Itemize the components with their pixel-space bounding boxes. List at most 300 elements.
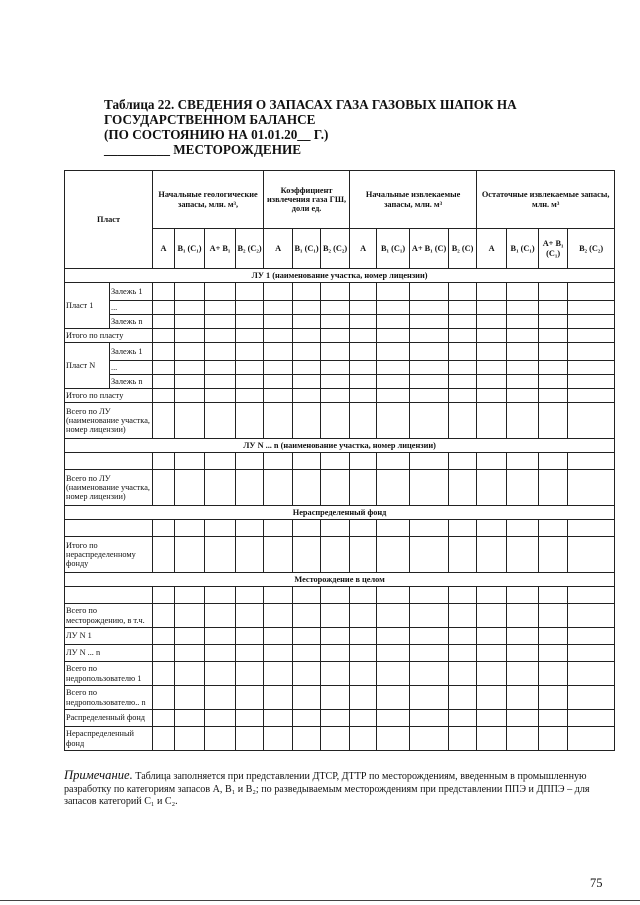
value-cell[interactable] xyxy=(507,710,539,727)
value-cell[interactable] xyxy=(153,686,175,710)
value-cell[interactable] xyxy=(410,329,449,343)
value-cell[interactable] xyxy=(568,628,615,645)
value-cell[interactable] xyxy=(293,389,321,403)
value-cell[interactable] xyxy=(410,710,449,727)
value-cell[interactable] xyxy=(449,301,477,315)
value-cell[interactable] xyxy=(350,710,377,727)
value-cell[interactable] xyxy=(293,604,321,628)
value-cell[interactable] xyxy=(410,520,449,537)
value-cell[interactable] xyxy=(205,453,236,470)
value-cell[interactable] xyxy=(153,301,175,315)
value-cell[interactable] xyxy=(205,361,236,375)
value-cell[interactable] xyxy=(350,453,377,470)
value-cell[interactable] xyxy=(236,710,264,727)
value-cell[interactable] xyxy=(153,470,175,506)
value-cell[interactable] xyxy=(539,587,568,604)
value-cell[interactable] xyxy=(507,315,539,329)
value-cell[interactable] xyxy=(264,662,293,686)
value-cell[interactable] xyxy=(175,283,205,301)
value-cell[interactable] xyxy=(153,537,175,573)
value-cell[interactable] xyxy=(153,587,175,604)
value-cell[interactable] xyxy=(477,604,507,628)
value-cell[interactable] xyxy=(377,662,410,686)
value-cell[interactable] xyxy=(350,645,377,662)
value-cell[interactable] xyxy=(205,375,236,389)
value-cell[interactable] xyxy=(539,283,568,301)
value-cell[interactable] xyxy=(350,686,377,710)
value-cell[interactable] xyxy=(153,283,175,301)
value-cell[interactable] xyxy=(321,453,350,470)
value-cell[interactable] xyxy=(236,315,264,329)
value-cell[interactable] xyxy=(175,645,205,662)
value-cell[interactable] xyxy=(293,361,321,375)
value-cell[interactable] xyxy=(264,403,293,439)
value-cell[interactable] xyxy=(236,727,264,751)
value-cell[interactable] xyxy=(377,628,410,645)
value-cell[interactable] xyxy=(321,520,350,537)
value-cell[interactable] xyxy=(410,283,449,301)
value-cell[interactable] xyxy=(175,537,205,573)
value-cell[interactable] xyxy=(321,343,350,361)
value-cell[interactable] xyxy=(507,403,539,439)
value-cell[interactable] xyxy=(477,301,507,315)
value-cell[interactable] xyxy=(377,727,410,751)
value-cell[interactable] xyxy=(321,329,350,343)
value-cell[interactable] xyxy=(410,727,449,751)
value-cell[interactable] xyxy=(153,604,175,628)
value-cell[interactable] xyxy=(507,604,539,628)
value-cell[interactable] xyxy=(477,315,507,329)
value-cell[interactable] xyxy=(153,520,175,537)
value-cell[interactable] xyxy=(321,686,350,710)
value-cell[interactable] xyxy=(377,470,410,506)
value-cell[interactable] xyxy=(507,470,539,506)
value-cell[interactable] xyxy=(236,604,264,628)
value-cell[interactable] xyxy=(264,686,293,710)
value-cell[interactable] xyxy=(205,537,236,573)
value-cell[interactable] xyxy=(175,453,205,470)
value-cell[interactable] xyxy=(410,389,449,403)
value-cell[interactable] xyxy=(236,375,264,389)
value-cell[interactable] xyxy=(293,662,321,686)
value-cell[interactable] xyxy=(175,470,205,506)
value-cell[interactable] xyxy=(507,375,539,389)
value-cell[interactable] xyxy=(321,587,350,604)
value-cell[interactable] xyxy=(568,361,615,375)
value-cell[interactable] xyxy=(350,727,377,751)
value-cell[interactable] xyxy=(293,628,321,645)
value-cell[interactable] xyxy=(539,727,568,751)
value-cell[interactable] xyxy=(507,686,539,710)
value-cell[interactable] xyxy=(175,375,205,389)
value-cell[interactable] xyxy=(477,645,507,662)
value-cell[interactable] xyxy=(175,587,205,604)
value-cell[interactable] xyxy=(410,628,449,645)
value-cell[interactable] xyxy=(153,628,175,645)
value-cell[interactable] xyxy=(264,604,293,628)
value-cell[interactable] xyxy=(236,645,264,662)
value-cell[interactable] xyxy=(205,604,236,628)
value-cell[interactable] xyxy=(507,537,539,573)
value-cell[interactable] xyxy=(264,315,293,329)
value-cell[interactable] xyxy=(410,686,449,710)
value-cell[interactable] xyxy=(175,329,205,343)
value-cell[interactable] xyxy=(321,537,350,573)
value-cell[interactable] xyxy=(477,453,507,470)
value-cell[interactable] xyxy=(236,329,264,343)
value-cell[interactable] xyxy=(264,537,293,573)
value-cell[interactable] xyxy=(205,727,236,751)
value-cell[interactable] xyxy=(377,375,410,389)
value-cell[interactable] xyxy=(293,686,321,710)
value-cell[interactable] xyxy=(568,283,615,301)
value-cell[interactable] xyxy=(293,470,321,506)
value-cell[interactable] xyxy=(477,662,507,686)
value-cell[interactable] xyxy=(410,604,449,628)
value-cell[interactable] xyxy=(350,537,377,573)
value-cell[interactable] xyxy=(205,389,236,403)
value-cell[interactable] xyxy=(377,645,410,662)
value-cell[interactable] xyxy=(175,301,205,315)
value-cell[interactable] xyxy=(293,403,321,439)
value-cell[interactable] xyxy=(175,686,205,710)
value-cell[interactable] xyxy=(568,537,615,573)
value-cell[interactable] xyxy=(236,361,264,375)
value-cell[interactable] xyxy=(568,686,615,710)
value-cell[interactable] xyxy=(321,604,350,628)
value-cell[interactable] xyxy=(293,315,321,329)
value-cell[interactable] xyxy=(539,453,568,470)
value-cell[interactable] xyxy=(264,520,293,537)
value-cell[interactable] xyxy=(321,645,350,662)
value-cell[interactable] xyxy=(264,389,293,403)
value-cell[interactable] xyxy=(507,587,539,604)
value-cell[interactable] xyxy=(507,389,539,403)
value-cell[interactable] xyxy=(350,470,377,506)
value-cell[interactable] xyxy=(236,283,264,301)
value-cell[interactable] xyxy=(236,343,264,361)
value-cell[interactable] xyxy=(539,628,568,645)
value-cell[interactable] xyxy=(449,403,477,439)
value-cell[interactable] xyxy=(350,587,377,604)
value-cell[interactable] xyxy=(293,727,321,751)
value-cell[interactable] xyxy=(293,587,321,604)
value-cell[interactable] xyxy=(264,727,293,751)
value-cell[interactable] xyxy=(205,662,236,686)
value-cell[interactable] xyxy=(449,710,477,727)
value-cell[interactable] xyxy=(321,283,350,301)
value-cell[interactable] xyxy=(568,389,615,403)
value-cell[interactable] xyxy=(175,361,205,375)
value-cell[interactable] xyxy=(449,329,477,343)
value-cell[interactable] xyxy=(477,343,507,361)
value-cell[interactable] xyxy=(449,645,477,662)
value-cell[interactable] xyxy=(350,520,377,537)
value-cell[interactable] xyxy=(293,343,321,361)
value-cell[interactable] xyxy=(477,361,507,375)
value-cell[interactable] xyxy=(507,301,539,315)
value-cell[interactable] xyxy=(264,628,293,645)
value-cell[interactable] xyxy=(449,283,477,301)
value-cell[interactable] xyxy=(205,315,236,329)
value-cell[interactable] xyxy=(539,686,568,710)
value-cell[interactable] xyxy=(205,520,236,537)
value-cell[interactable] xyxy=(377,520,410,537)
value-cell[interactable] xyxy=(293,283,321,301)
value-cell[interactable] xyxy=(377,403,410,439)
value-cell[interactable] xyxy=(264,301,293,315)
value-cell[interactable] xyxy=(477,389,507,403)
value-cell[interactable] xyxy=(507,329,539,343)
value-cell[interactable] xyxy=(153,315,175,329)
value-cell[interactable] xyxy=(449,375,477,389)
value-cell[interactable] xyxy=(321,361,350,375)
value-cell[interactable] xyxy=(153,453,175,470)
value-cell[interactable] xyxy=(477,628,507,645)
value-cell[interactable] xyxy=(377,537,410,573)
value-cell[interactable] xyxy=(205,283,236,301)
value-cell[interactable] xyxy=(153,375,175,389)
value-cell[interactable] xyxy=(568,520,615,537)
value-cell[interactable] xyxy=(477,470,507,506)
value-cell[interactable] xyxy=(449,520,477,537)
value-cell[interactable] xyxy=(321,470,350,506)
value-cell[interactable] xyxy=(236,587,264,604)
value-cell[interactable] xyxy=(477,403,507,439)
value-cell[interactable] xyxy=(205,329,236,343)
value-cell[interactable] xyxy=(175,520,205,537)
value-cell[interactable] xyxy=(205,686,236,710)
value-cell[interactable] xyxy=(153,361,175,375)
value-cell[interactable] xyxy=(293,301,321,315)
value-cell[interactable] xyxy=(449,628,477,645)
value-cell[interactable] xyxy=(175,628,205,645)
value-cell[interactable] xyxy=(568,645,615,662)
value-cell[interactable] xyxy=(236,389,264,403)
value-cell[interactable] xyxy=(205,343,236,361)
value-cell[interactable] xyxy=(293,375,321,389)
value-cell[interactable] xyxy=(205,587,236,604)
value-cell[interactable] xyxy=(568,727,615,751)
value-cell[interactable] xyxy=(153,645,175,662)
value-cell[interactable] xyxy=(236,453,264,470)
value-cell[interactable] xyxy=(568,453,615,470)
value-cell[interactable] xyxy=(449,537,477,573)
value-cell[interactable] xyxy=(264,361,293,375)
value-cell[interactable] xyxy=(539,361,568,375)
value-cell[interactable] xyxy=(449,361,477,375)
value-cell[interactable] xyxy=(477,329,507,343)
value-cell[interactable] xyxy=(205,301,236,315)
value-cell[interactable] xyxy=(410,470,449,506)
value-cell[interactable] xyxy=(507,361,539,375)
value-cell[interactable] xyxy=(321,628,350,645)
value-cell[interactable] xyxy=(264,283,293,301)
value-cell[interactable] xyxy=(568,315,615,329)
value-cell[interactable] xyxy=(153,403,175,439)
value-cell[interactable] xyxy=(449,470,477,506)
value-cell[interactable] xyxy=(321,389,350,403)
value-cell[interactable] xyxy=(377,301,410,315)
value-cell[interactable] xyxy=(539,537,568,573)
value-cell[interactable] xyxy=(321,727,350,751)
value-cell[interactable] xyxy=(236,301,264,315)
value-cell[interactable] xyxy=(175,662,205,686)
value-cell[interactable] xyxy=(507,662,539,686)
value-cell[interactable] xyxy=(539,315,568,329)
value-cell[interactable] xyxy=(377,604,410,628)
value-cell[interactable] xyxy=(293,453,321,470)
value-cell[interactable] xyxy=(175,604,205,628)
value-cell[interactable] xyxy=(264,329,293,343)
value-cell[interactable] xyxy=(410,587,449,604)
value-cell[interactable] xyxy=(539,604,568,628)
value-cell[interactable] xyxy=(350,361,377,375)
value-cell[interactable] xyxy=(377,587,410,604)
value-cell[interactable] xyxy=(449,315,477,329)
value-cell[interactable] xyxy=(377,315,410,329)
value-cell[interactable] xyxy=(568,343,615,361)
value-cell[interactable] xyxy=(175,727,205,751)
value-cell[interactable] xyxy=(350,628,377,645)
value-cell[interactable] xyxy=(236,628,264,645)
value-cell[interactable] xyxy=(236,520,264,537)
value-cell[interactable] xyxy=(153,710,175,727)
value-cell[interactable] xyxy=(350,329,377,343)
value-cell[interactable] xyxy=(539,645,568,662)
value-cell[interactable] xyxy=(205,403,236,439)
value-cell[interactable] xyxy=(507,520,539,537)
value-cell[interactable] xyxy=(477,710,507,727)
value-cell[interactable] xyxy=(205,645,236,662)
value-cell[interactable] xyxy=(539,301,568,315)
value-cell[interactable] xyxy=(539,343,568,361)
value-cell[interactable] xyxy=(568,470,615,506)
value-cell[interactable] xyxy=(264,470,293,506)
value-cell[interactable] xyxy=(236,470,264,506)
value-cell[interactable] xyxy=(377,389,410,403)
value-cell[interactable] xyxy=(507,727,539,751)
value-cell[interactable] xyxy=(449,686,477,710)
value-cell[interactable] xyxy=(321,315,350,329)
value-cell[interactable] xyxy=(449,727,477,751)
value-cell[interactable] xyxy=(568,403,615,439)
value-cell[interactable] xyxy=(539,520,568,537)
value-cell[interactable] xyxy=(175,710,205,727)
value-cell[interactable] xyxy=(293,645,321,662)
value-cell[interactable] xyxy=(477,727,507,751)
value-cell[interactable] xyxy=(321,662,350,686)
value-cell[interactable] xyxy=(568,604,615,628)
value-cell[interactable] xyxy=(507,628,539,645)
value-cell[interactable] xyxy=(175,403,205,439)
value-cell[interactable] xyxy=(377,343,410,361)
value-cell[interactable] xyxy=(477,537,507,573)
value-cell[interactable] xyxy=(205,628,236,645)
value-cell[interactable] xyxy=(477,587,507,604)
value-cell[interactable] xyxy=(153,329,175,343)
value-cell[interactable] xyxy=(410,453,449,470)
value-cell[interactable] xyxy=(350,283,377,301)
value-cell[interactable] xyxy=(264,343,293,361)
value-cell[interactable] xyxy=(153,662,175,686)
value-cell[interactable] xyxy=(507,343,539,361)
value-cell[interactable] xyxy=(293,537,321,573)
value-cell[interactable] xyxy=(539,662,568,686)
value-cell[interactable] xyxy=(321,710,350,727)
value-cell[interactable] xyxy=(350,389,377,403)
value-cell[interactable] xyxy=(350,375,377,389)
value-cell[interactable] xyxy=(507,645,539,662)
value-cell[interactable] xyxy=(539,375,568,389)
value-cell[interactable] xyxy=(153,389,175,403)
value-cell[interactable] xyxy=(175,389,205,403)
value-cell[interactable] xyxy=(449,343,477,361)
value-cell[interactable] xyxy=(350,662,377,686)
value-cell[interactable] xyxy=(264,375,293,389)
value-cell[interactable] xyxy=(477,686,507,710)
value-cell[interactable] xyxy=(377,329,410,343)
value-cell[interactable] xyxy=(321,301,350,315)
value-cell[interactable] xyxy=(410,403,449,439)
value-cell[interactable] xyxy=(236,662,264,686)
value-cell[interactable] xyxy=(264,587,293,604)
value-cell[interactable] xyxy=(377,686,410,710)
value-cell[interactable] xyxy=(350,604,377,628)
value-cell[interactable] xyxy=(175,315,205,329)
value-cell[interactable] xyxy=(449,389,477,403)
value-cell[interactable] xyxy=(410,537,449,573)
value-cell[interactable] xyxy=(477,375,507,389)
value-cell[interactable] xyxy=(153,343,175,361)
value-cell[interactable] xyxy=(153,727,175,751)
value-cell[interactable] xyxy=(377,710,410,727)
value-cell[interactable] xyxy=(477,520,507,537)
value-cell[interactable] xyxy=(293,710,321,727)
value-cell[interactable] xyxy=(410,375,449,389)
value-cell[interactable] xyxy=(377,283,410,301)
value-cell[interactable] xyxy=(350,301,377,315)
value-cell[interactable] xyxy=(264,645,293,662)
value-cell[interactable] xyxy=(507,283,539,301)
value-cell[interactable] xyxy=(293,520,321,537)
value-cell[interactable] xyxy=(449,604,477,628)
value-cell[interactable] xyxy=(236,686,264,710)
value-cell[interactable] xyxy=(410,315,449,329)
value-cell[interactable] xyxy=(175,343,205,361)
value-cell[interactable] xyxy=(293,329,321,343)
value-cell[interactable] xyxy=(568,662,615,686)
value-cell[interactable] xyxy=(507,453,539,470)
value-cell[interactable] xyxy=(410,301,449,315)
value-cell[interactable] xyxy=(539,470,568,506)
value-cell[interactable] xyxy=(321,375,350,389)
value-cell[interactable] xyxy=(568,301,615,315)
value-cell[interactable] xyxy=(264,453,293,470)
value-cell[interactable] xyxy=(449,587,477,604)
value-cell[interactable] xyxy=(205,710,236,727)
value-cell[interactable] xyxy=(568,587,615,604)
value-cell[interactable] xyxy=(539,329,568,343)
value-cell[interactable] xyxy=(410,662,449,686)
value-cell[interactable] xyxy=(377,361,410,375)
value-cell[interactable] xyxy=(410,343,449,361)
value-cell[interactable] xyxy=(477,283,507,301)
value-cell[interactable] xyxy=(539,389,568,403)
value-cell[interactable] xyxy=(410,645,449,662)
value-cell[interactable] xyxy=(449,453,477,470)
value-cell[interactable] xyxy=(350,403,377,439)
